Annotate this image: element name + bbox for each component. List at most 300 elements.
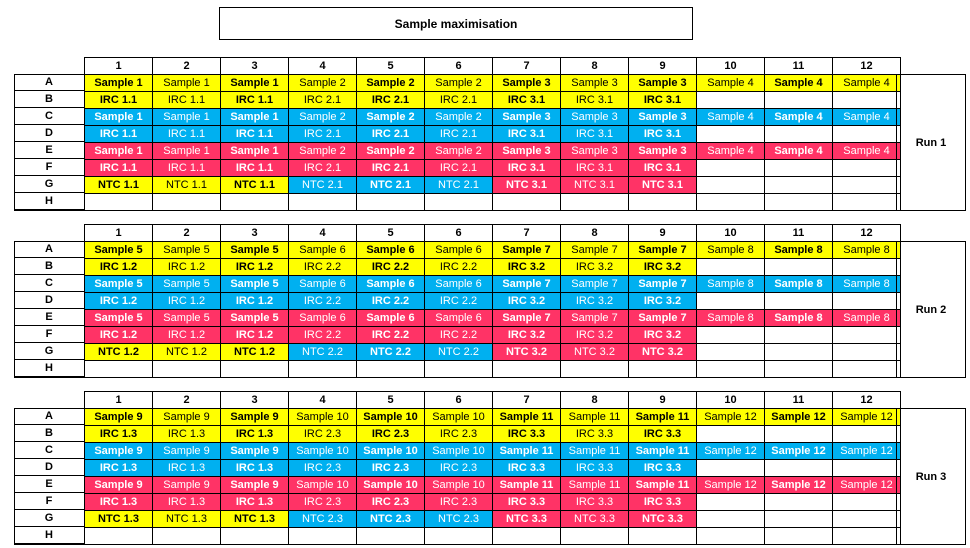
- well-cell: Sample 1: [220, 74, 289, 92]
- well-cell: IRC 2.3: [424, 425, 493, 443]
- well-cell: [696, 425, 765, 443]
- well-cell: NTC 1.3: [220, 510, 289, 528]
- well-cell: NTC 2.3: [288, 510, 357, 528]
- well-cell: NTC 2.2: [424, 343, 493, 361]
- well-cell: IRC 3.1: [492, 125, 561, 143]
- well-cell: NTC 1.1: [220, 176, 289, 194]
- well-cell: [832, 510, 901, 528]
- well-cell: [696, 326, 765, 344]
- well-cell: Sample 6: [356, 309, 425, 327]
- row-label: B: [14, 425, 84, 442]
- well-cell: Sample 7: [628, 275, 697, 293]
- well-cell: NTC 2.1: [424, 176, 493, 194]
- row-label: B: [14, 91, 84, 108]
- column-header: 12: [832, 391, 901, 409]
- well-cell: IRC 1.2: [220, 258, 289, 276]
- well-cell: Sample 7: [492, 275, 561, 293]
- column-header: 11: [764, 57, 833, 75]
- well-cell: [832, 425, 901, 443]
- well-cell: Sample 6: [288, 241, 357, 259]
- column-header: 2: [152, 391, 221, 409]
- column-header: 1: [84, 57, 153, 75]
- well-cell: Sample 5: [152, 275, 221, 293]
- well-cell: [832, 360, 901, 378]
- well-cell: IRC 1.3: [84, 459, 153, 477]
- well-cell: Sample 12: [832, 476, 901, 494]
- well-cell: Sample 6: [356, 275, 425, 293]
- well-cell: [560, 527, 629, 545]
- well-cell: [220, 360, 289, 378]
- well-cell: [288, 360, 357, 378]
- well-cell: IRC 2.3: [424, 493, 493, 511]
- well-cell: [560, 360, 629, 378]
- column-header: 8: [560, 57, 629, 75]
- row-label: G: [14, 343, 84, 360]
- well-cell: IRC 3.3: [628, 459, 697, 477]
- well-cell: [628, 193, 697, 211]
- well-cell: IRC 3.3: [560, 425, 629, 443]
- well-cell: Sample 9: [152, 442, 221, 460]
- row-label: H: [14, 193, 84, 210]
- well-cell: Sample 10: [424, 476, 493, 494]
- well-cell: IRC 3.1: [560, 159, 629, 177]
- row-label: H: [14, 527, 84, 544]
- well-cell: [764, 326, 833, 344]
- well-cell: [764, 343, 833, 361]
- well-cell: [424, 527, 493, 545]
- well-cell: Sample 6: [424, 241, 493, 259]
- well-cell: Sample 3: [628, 74, 697, 92]
- well-cell: IRC 2.1: [424, 159, 493, 177]
- row-label: A: [14, 408, 84, 425]
- well-cell: [764, 258, 833, 276]
- well-cell: NTC 3.1: [492, 176, 561, 194]
- well-cell: IRC 1.1: [220, 125, 289, 143]
- well-cell: [356, 527, 425, 545]
- well-cell: Sample 3: [492, 74, 561, 92]
- well-cell: [628, 527, 697, 545]
- well-cell: Sample 5: [84, 241, 153, 259]
- row-label: E: [14, 142, 84, 159]
- well-cell: IRC 2.1: [356, 159, 425, 177]
- well-cell: Sample 5: [220, 241, 289, 259]
- well-cell: [696, 493, 765, 511]
- well-cell: [832, 125, 901, 143]
- well-cell: Sample 4: [764, 142, 833, 160]
- well-cell: Sample 2: [424, 74, 493, 92]
- column-header: 2: [152, 224, 221, 242]
- well-cell: [832, 258, 901, 276]
- well-cell: [492, 527, 561, 545]
- well-cell: [696, 125, 765, 143]
- well-cell: Sample 1: [220, 142, 289, 160]
- well-cell: NTC 3.3: [492, 510, 561, 528]
- well-cell: Sample 4: [832, 108, 901, 126]
- well-cell: NTC 3.1: [628, 176, 697, 194]
- well-cell: IRC 2.1: [288, 91, 357, 109]
- column-header: 12: [832, 224, 901, 242]
- well-cell: Sample 8: [764, 275, 833, 293]
- well-cell: IRC 1.2: [220, 292, 289, 310]
- well-cell: [764, 292, 833, 310]
- well-cell: Sample 10: [288, 476, 357, 494]
- well-cell: [424, 193, 493, 211]
- well-cell: Sample 5: [152, 241, 221, 259]
- well-cell: NTC 3.2: [628, 343, 697, 361]
- well-cell: Sample 12: [764, 476, 833, 494]
- well-cell: Sample 6: [424, 275, 493, 293]
- page-title: Sample maximisation: [219, 7, 693, 40]
- well-cell: Sample 3: [492, 108, 561, 126]
- well-cell: IRC 3.1: [560, 91, 629, 109]
- well-cell: NTC 3.2: [560, 343, 629, 361]
- well-cell: IRC 1.2: [152, 292, 221, 310]
- well-cell: IRC 1.2: [84, 292, 153, 310]
- well-cell: IRC 3.2: [492, 258, 561, 276]
- well-cell: IRC 2.2: [356, 326, 425, 344]
- well-cell: Sample 4: [696, 108, 765, 126]
- well-cell: IRC 3.1: [628, 91, 697, 109]
- well-cell: Sample 2: [424, 142, 493, 160]
- run-label: Run 2: [896, 241, 966, 378]
- well-cell: NTC 1.3: [84, 510, 153, 528]
- column-header: 6: [424, 224, 493, 242]
- well-cell: IRC 3.2: [628, 258, 697, 276]
- well-cell: IRC 3.2: [492, 326, 561, 344]
- well-cell: Sample 9: [152, 408, 221, 426]
- well-cell: IRC 2.3: [288, 425, 357, 443]
- well-cell: Sample 9: [84, 442, 153, 460]
- well-cell: Sample 2: [356, 74, 425, 92]
- well-cell: IRC 3.3: [560, 459, 629, 477]
- column-header: 10: [696, 224, 765, 242]
- well-cell: NTC 2.3: [356, 510, 425, 528]
- well-cell: [152, 527, 221, 545]
- column-header: 9: [628, 57, 697, 75]
- well-cell: Sample 4: [764, 74, 833, 92]
- well-cell: Sample 10: [356, 442, 425, 460]
- well-cell: NTC 1.2: [220, 343, 289, 361]
- well-cell: Sample 4: [696, 74, 765, 92]
- row-label: D: [14, 292, 84, 309]
- well-cell: [764, 125, 833, 143]
- well-cell: Sample 5: [220, 275, 289, 293]
- well-cell: NTC 2.1: [288, 176, 357, 194]
- well-cell: IRC 1.2: [84, 258, 153, 276]
- well-cell: Sample 12: [696, 442, 765, 460]
- well-cell: IRC 2.2: [424, 326, 493, 344]
- well-cell: Sample 11: [560, 442, 629, 460]
- column-header: 7: [492, 57, 561, 75]
- well-cell: Sample 2: [424, 108, 493, 126]
- column-header: 7: [492, 224, 561, 242]
- well-cell: Sample 10: [356, 476, 425, 494]
- column-header: 11: [764, 391, 833, 409]
- row-label: G: [14, 510, 84, 527]
- well-cell: Sample 6: [288, 309, 357, 327]
- well-cell: NTC 2.3: [424, 510, 493, 528]
- well-cell: Sample 8: [764, 241, 833, 259]
- well-cell: IRC 1.2: [220, 326, 289, 344]
- column-header: 5: [356, 57, 425, 75]
- column-header: 10: [696, 57, 765, 75]
- well-cell: IRC 3.3: [492, 425, 561, 443]
- column-header: 10: [696, 391, 765, 409]
- well-cell: IRC 1.3: [220, 459, 289, 477]
- well-cell: NTC 3.3: [560, 510, 629, 528]
- well-cell: IRC 2.3: [424, 459, 493, 477]
- well-cell: IRC 3.3: [492, 459, 561, 477]
- well-cell: [492, 360, 561, 378]
- well-cell: Sample 1: [84, 142, 153, 160]
- column-header: 1: [84, 391, 153, 409]
- well-cell: [764, 425, 833, 443]
- row-label: F: [14, 159, 84, 176]
- well-cell: IRC 2.3: [288, 459, 357, 477]
- well-cell: Sample 12: [832, 442, 901, 460]
- well-cell: IRC 2.2: [288, 258, 357, 276]
- row-label: G: [14, 176, 84, 193]
- well-cell: IRC 3.2: [628, 326, 697, 344]
- well-cell: [492, 193, 561, 211]
- well-cell: IRC 3.2: [492, 292, 561, 310]
- well-cell: [832, 159, 901, 177]
- well-cell: [696, 510, 765, 528]
- well-cell: [220, 193, 289, 211]
- well-cell: Sample 4: [696, 142, 765, 160]
- well-cell: Sample 7: [560, 309, 629, 327]
- well-cell: Sample 3: [560, 74, 629, 92]
- well-cell: IRC 2.1: [424, 91, 493, 109]
- well-cell: IRC 3.3: [628, 493, 697, 511]
- well-cell: [832, 459, 901, 477]
- well-cell: Sample 5: [84, 275, 153, 293]
- well-cell: Sample 4: [832, 142, 901, 160]
- column-header: 1: [84, 224, 153, 242]
- well-cell: [832, 493, 901, 511]
- well-cell: Sample 10: [356, 408, 425, 426]
- well-cell: IRC 1.1: [220, 159, 289, 177]
- well-cell: Sample 1: [152, 142, 221, 160]
- row-label: C: [14, 108, 84, 125]
- well-cell: [764, 159, 833, 177]
- well-cell: Sample 1: [84, 74, 153, 92]
- well-cell: NTC 1.1: [152, 176, 221, 194]
- column-header: 9: [628, 391, 697, 409]
- well-cell: [764, 510, 833, 528]
- row-label: A: [14, 74, 84, 91]
- well-cell: Sample 8: [696, 309, 765, 327]
- well-cell: IRC 1.2: [152, 258, 221, 276]
- well-cell: Sample 12: [696, 408, 765, 426]
- well-cell: IRC 1.1: [84, 159, 153, 177]
- well-cell: Sample 11: [492, 408, 561, 426]
- well-cell: [628, 360, 697, 378]
- well-cell: IRC 1.1: [152, 91, 221, 109]
- well-cell: Sample 3: [628, 108, 697, 126]
- well-cell: IRC 2.1: [288, 125, 357, 143]
- well-cell: [832, 193, 901, 211]
- column-header: 4: [288, 224, 357, 242]
- well-cell: Sample 11: [628, 408, 697, 426]
- well-cell: Sample 10: [424, 408, 493, 426]
- well-cell: IRC 1.1: [84, 91, 153, 109]
- well-cell: IRC 2.2: [424, 258, 493, 276]
- well-cell: [288, 193, 357, 211]
- well-cell: IRC 3.2: [560, 258, 629, 276]
- well-cell: Sample 3: [560, 108, 629, 126]
- well-cell: [696, 159, 765, 177]
- well-cell: NTC 2.2: [288, 343, 357, 361]
- column-header: 6: [424, 57, 493, 75]
- well-cell: [696, 193, 765, 211]
- well-cell: Sample 12: [764, 442, 833, 460]
- well-cell: [764, 459, 833, 477]
- well-cell: IRC 2.1: [424, 125, 493, 143]
- well-cell: Sample 9: [220, 442, 289, 460]
- well-cell: IRC 2.3: [356, 493, 425, 511]
- well-cell: Sample 12: [696, 476, 765, 494]
- well-cell: IRC 2.3: [356, 459, 425, 477]
- well-cell: [356, 360, 425, 378]
- column-header: 3: [220, 391, 289, 409]
- plate-run-2: [0, 224, 970, 379]
- well-cell: Sample 1: [152, 108, 221, 126]
- well-cell: Sample 10: [288, 408, 357, 426]
- well-cell: [832, 326, 901, 344]
- well-cell: IRC 3.2: [560, 326, 629, 344]
- row-label: E: [14, 476, 84, 493]
- well-cell: Sample 1: [220, 108, 289, 126]
- well-cell: NTC 1.1: [84, 176, 153, 194]
- well-cell: [424, 360, 493, 378]
- well-cell: Sample 4: [832, 74, 901, 92]
- column-header: 4: [288, 57, 357, 75]
- row-label: A: [14, 241, 84, 258]
- well-cell: IRC 1.3: [152, 493, 221, 511]
- well-cell: [832, 527, 901, 545]
- row-label: D: [14, 459, 84, 476]
- well-cell: NTC 1.3: [152, 510, 221, 528]
- well-cell: [696, 343, 765, 361]
- well-cell: Sample 9: [152, 476, 221, 494]
- well-cell: IRC 1.3: [152, 459, 221, 477]
- well-cell: IRC 1.3: [84, 493, 153, 511]
- row-label: D: [14, 125, 84, 142]
- well-cell: [696, 91, 765, 109]
- well-cell: Sample 8: [832, 275, 901, 293]
- well-cell: [832, 292, 901, 310]
- well-cell: [764, 360, 833, 378]
- well-cell: [696, 258, 765, 276]
- well-cell: NTC 3.1: [560, 176, 629, 194]
- well-cell: Sample 6: [288, 275, 357, 293]
- well-cell: IRC 1.3: [84, 425, 153, 443]
- column-header: 2: [152, 57, 221, 75]
- well-cell: Sample 5: [84, 309, 153, 327]
- row-label: F: [14, 326, 84, 343]
- well-cell: Sample 2: [288, 108, 357, 126]
- well-cell: [84, 527, 153, 545]
- well-cell: IRC 1.3: [220, 493, 289, 511]
- well-cell: [152, 360, 221, 378]
- row-label: H: [14, 360, 84, 377]
- well-cell: Sample 5: [220, 309, 289, 327]
- well-cell: [764, 493, 833, 511]
- well-cell: Sample 2: [288, 74, 357, 92]
- well-cell: Sample 8: [696, 241, 765, 259]
- well-cell: IRC 2.3: [356, 425, 425, 443]
- well-cell: IRC 1.2: [84, 326, 153, 344]
- well-cell: IRC 2.2: [424, 292, 493, 310]
- well-cell: IRC 3.3: [628, 425, 697, 443]
- well-cell: IRC 1.1: [84, 125, 153, 143]
- well-cell: [696, 459, 765, 477]
- well-cell: NTC 1.2: [152, 343, 221, 361]
- well-cell: IRC 1.2: [152, 326, 221, 344]
- well-cell: IRC 2.2: [288, 326, 357, 344]
- well-cell: IRC 1.1: [152, 159, 221, 177]
- well-cell: IRC 2.2: [288, 292, 357, 310]
- row-label: F: [14, 493, 84, 510]
- row-label: C: [14, 442, 84, 459]
- column-header: 3: [220, 57, 289, 75]
- column-header: 7: [492, 391, 561, 409]
- well-cell: Sample 3: [492, 142, 561, 160]
- well-cell: IRC 1.3: [152, 425, 221, 443]
- well-cell: IRC 1.1: [220, 91, 289, 109]
- well-cell: IRC 1.1: [152, 125, 221, 143]
- well-cell: Sample 11: [492, 476, 561, 494]
- well-cell: IRC 3.3: [560, 493, 629, 511]
- well-cell: Sample 11: [560, 408, 629, 426]
- column-header: 5: [356, 224, 425, 242]
- run-label: Run 3: [896, 408, 966, 545]
- well-cell: [696, 360, 765, 378]
- well-cell: Sample 11: [628, 442, 697, 460]
- well-cell: [832, 91, 901, 109]
- row-label: B: [14, 258, 84, 275]
- well-cell: Sample 7: [560, 241, 629, 259]
- well-cell: IRC 1.3: [220, 425, 289, 443]
- well-cell: [288, 527, 357, 545]
- well-cell: IRC 3.1: [492, 91, 561, 109]
- well-cell: IRC 2.2: [356, 258, 425, 276]
- well-cell: IRC 2.1: [288, 159, 357, 177]
- well-cell: [832, 343, 901, 361]
- well-cell: Sample 7: [628, 241, 697, 259]
- column-header: 12: [832, 57, 901, 75]
- well-cell: NTC 2.2: [356, 343, 425, 361]
- well-cell: Sample 10: [424, 442, 493, 460]
- well-cell: Sample 9: [220, 476, 289, 494]
- well-cell: Sample 8: [832, 309, 901, 327]
- column-header: 4: [288, 391, 357, 409]
- well-cell: [696, 176, 765, 194]
- well-cell: Sample 4: [764, 108, 833, 126]
- well-cell: Sample 8: [764, 309, 833, 327]
- well-cell: [560, 193, 629, 211]
- well-cell: NTC 3.2: [492, 343, 561, 361]
- well-cell: Sample 9: [84, 408, 153, 426]
- well-cell: Sample 1: [84, 108, 153, 126]
- well-cell: Sample 2: [288, 142, 357, 160]
- well-cell: Sample 12: [832, 408, 901, 426]
- well-cell: IRC 3.2: [560, 292, 629, 310]
- well-cell: Sample 11: [628, 476, 697, 494]
- well-cell: Sample 3: [560, 142, 629, 160]
- well-cell: [220, 527, 289, 545]
